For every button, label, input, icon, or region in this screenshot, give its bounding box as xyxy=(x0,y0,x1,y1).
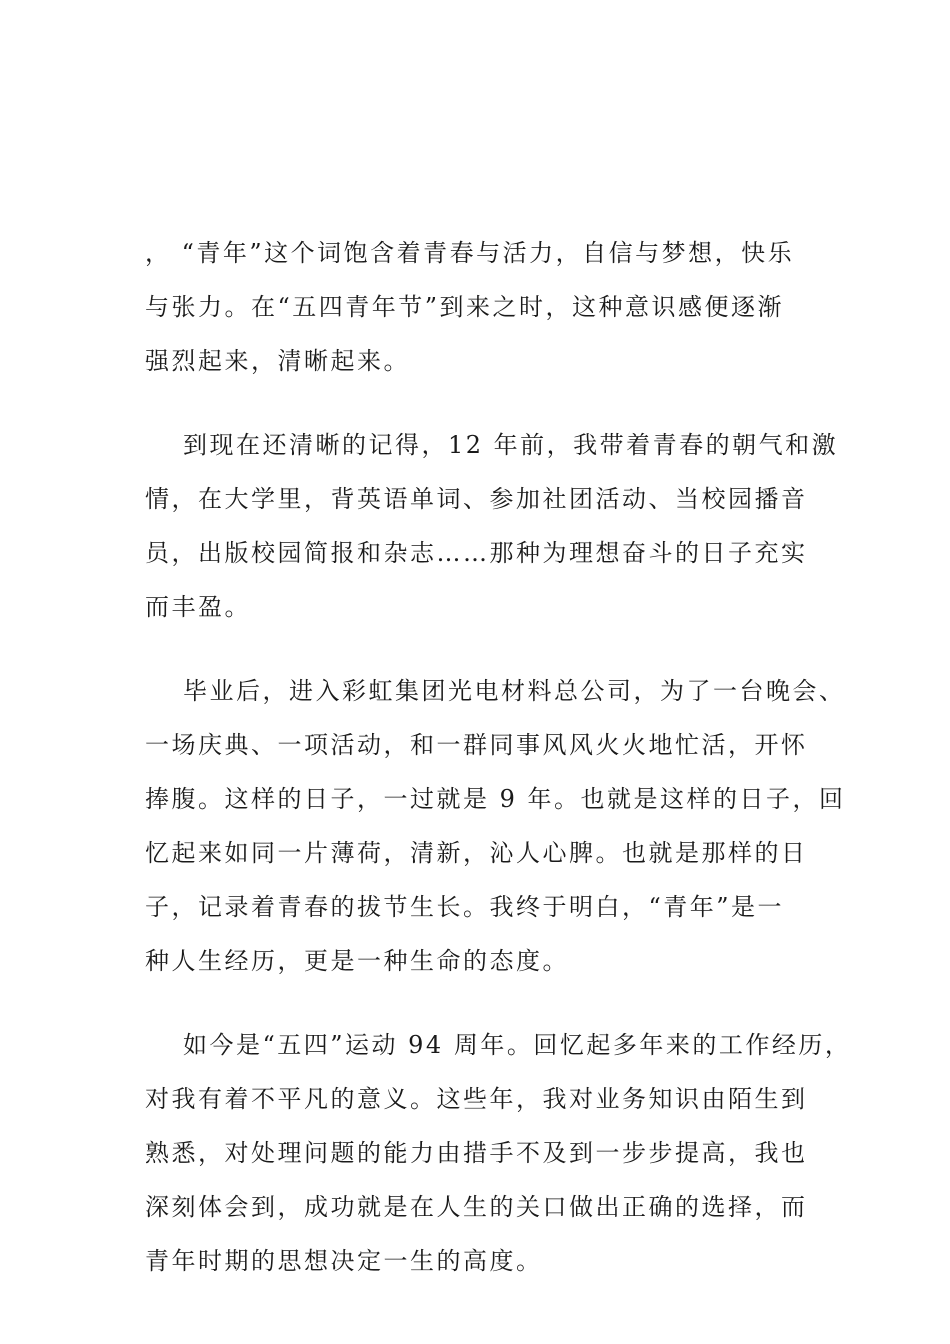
paragraph-4 xyxy=(145,1018,852,1288)
paragraph-line: 忆起来如同一片薄荷，清新，沁人心脾。也就是那样的日 xyxy=(145,839,808,867)
paragraph-line: 而丰盈。 xyxy=(145,593,251,621)
paragraph-line: 种人生经历，更是一种生命的态度。 xyxy=(145,947,569,975)
paragraph-line: 与张力。在“五四青年节”到来之时，这种意识感便逐渐 xyxy=(145,293,785,321)
paragraph-line: 毕业后，进入彩虹集团光电材料总公司，为了一台晚会、 xyxy=(183,677,846,705)
paragraph-line: 员，出版校园简报和杂志……那种为理想奋斗的日子充实 xyxy=(145,539,808,567)
paragraph-line: 如今是“五四”运动 94 周年。回忆起多年来的工作经历， xyxy=(183,1031,852,1059)
paragraph-line: 一场庆典、一项活动，和一群同事风风火火地忙活，开怀 xyxy=(145,731,808,759)
paragraph-line: 深刻体会到，成功就是在人生的关口做出正确的选择，而 xyxy=(145,1193,808,1221)
paragraph-line: 熟悉，对处理问题的能力由措手不及到一步步提高，我也 xyxy=(145,1139,808,1167)
document-body xyxy=(145,226,852,1318)
paragraph-line: 子，记录着青春的拔节生长。我终于明白，“青年”是一 xyxy=(145,893,785,921)
paragraph-2 xyxy=(145,418,839,634)
paragraph-line: ， “青年”这个词饱含着青春与活力，自信与梦想，快乐 xyxy=(145,239,795,267)
paragraph-line: 对我有着不平凡的意义。这些年，我对业务知识由陌生到 xyxy=(145,1085,808,1113)
paragraph-line: 强烈起来，清晰起来。 xyxy=(145,347,410,375)
paragraph-line: 青年时期的思想决定一生的高度。 xyxy=(145,1247,543,1275)
paragraph-line: 到现在还清晰的记得，12 年前，我带着青春的朝气和激 xyxy=(183,431,839,459)
paragraph-3 xyxy=(145,664,846,988)
paragraph-1 xyxy=(145,226,815,388)
paragraph-line: 捧腹。这样的日子，一过就是 9 年。也就是这样的日子，回 xyxy=(145,785,846,813)
paragraph-line: 情，在大学里，背英语单词、参加社团活动、当校园播音 xyxy=(145,485,808,513)
